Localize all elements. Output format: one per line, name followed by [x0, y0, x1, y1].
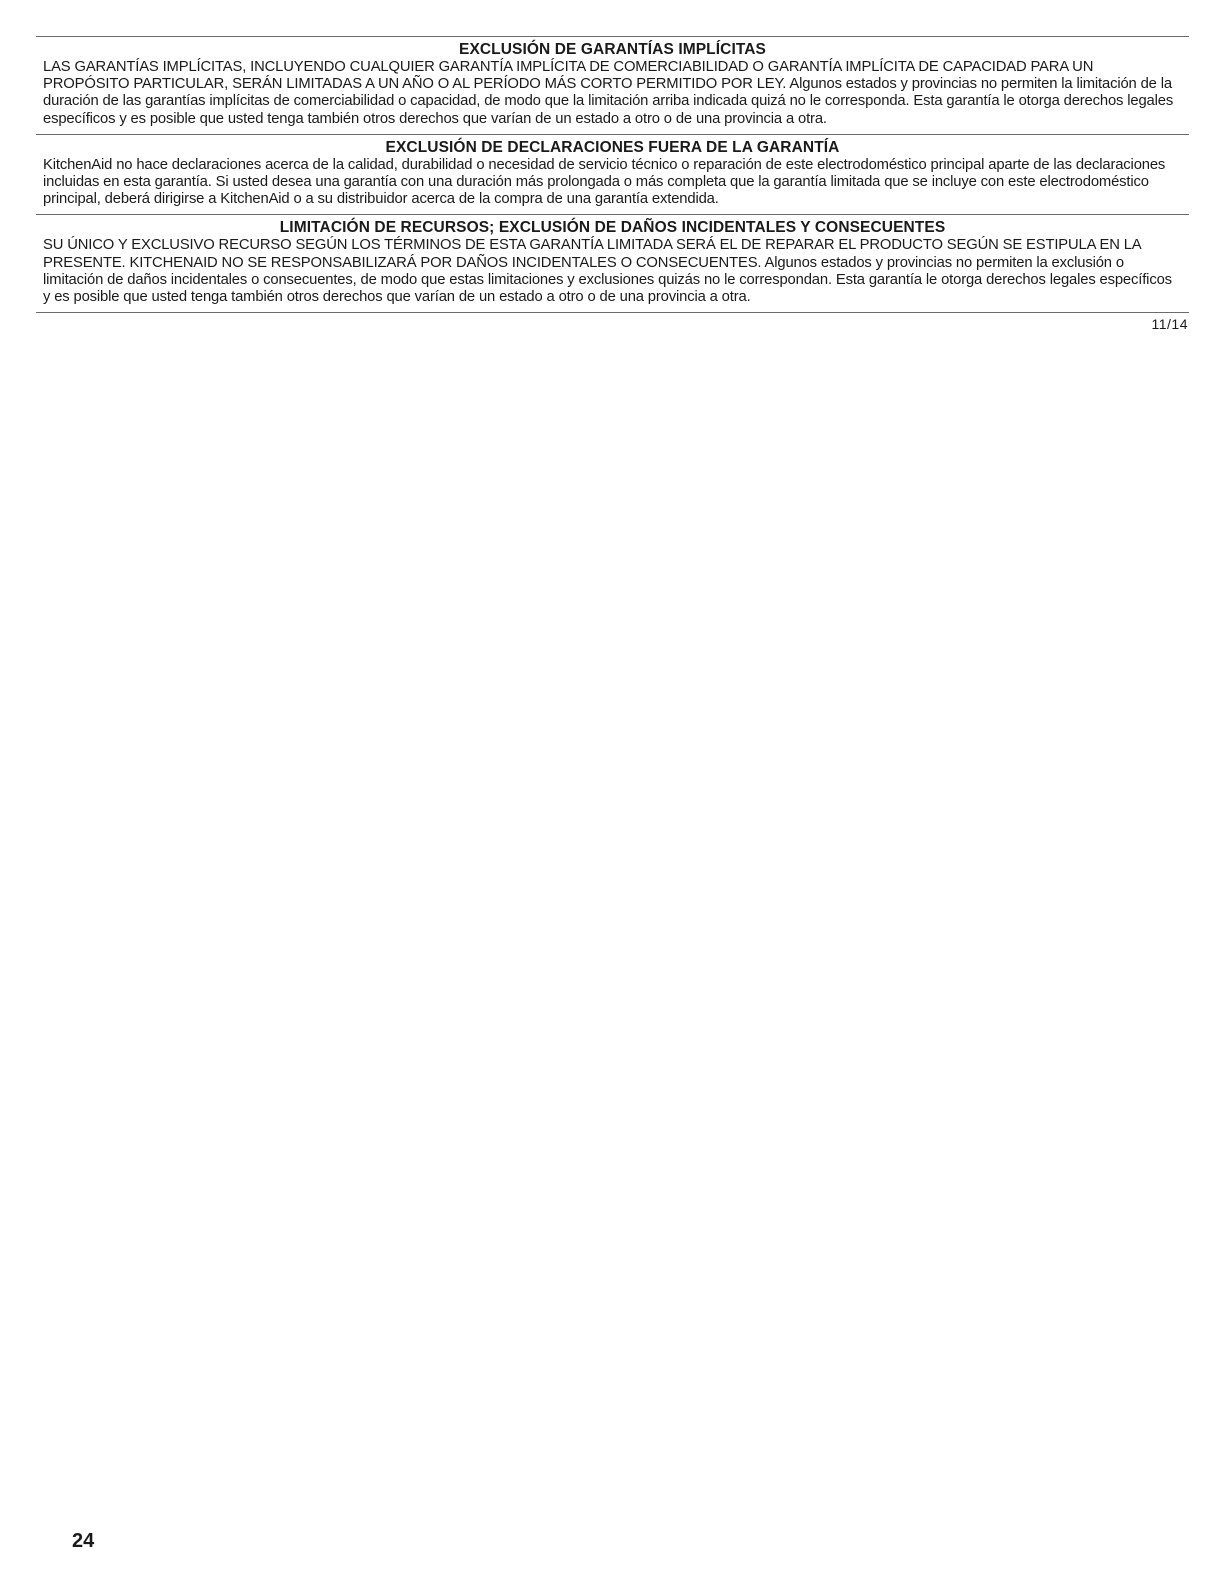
section-body: SU ÚNICO Y EXCLUSIVO RECURSO SEGÚN LOS TÉRMINOS DE ESTA GARANTÍA LIMITADA SERÁ EL DE REPARAR EL PRODUCTO SEGÚN SE ESTIPULA EN LA PRESENTE. KITCHENAID NO SE RESPONSABILIZARÁ POR DAÑOS INCIDENTALES O CONSECUENTES. Algunos estados y provincias no permiten la exclusión o limitación de daños incidentales o consecuentes, de modo que estas limitaciones y exclusiones quizás no le correspondan. Esta garantía le otorga derechos legales específicos y es posible que usted tenga también otros derechos que varían de un estado a otro o de una provincia a otra. — [43, 237, 1172, 306]
section-title: LIMITACIÓN DE RECURSOS; EXCLUSIÓN DE DAÑOS INCIDENTALES Y CONSECUENTES — [279, 219, 946, 237]
section-body: KitchenAid no hace declaraciones acerca de la calidad, durabilidad o necesidad de servicio técnico o reparación de este electrodoméstico principal aparte de las declaraciones incluidas en esta garantía. Si usted desea una garantía con una duración más prolongada o más completa que la garantía limitada que se incluye con este electrodoméstico principal, deberá dirigirse a KitchenAid o a su distribuidor acerca de la compra de una garantía extendida. — [43, 156, 1166, 208]
section-representations — [36, 135, 1189, 215]
page-number: 24 — [72, 1530, 95, 1552]
warranty-page — [36, 36, 1189, 332]
section-limitation-of-remedies — [36, 215, 1189, 312]
revision-date: 11/14 — [1151, 316, 1188, 333]
section-title: EXCLUSIÓN DE GARANTÍAS IMPLÍCITAS — [459, 41, 766, 58]
section-body: LAS GARANTÍAS IMPLÍCITAS, INCLUYENDO CUALQUIER GARANTÍA IMPLÍCITA DE COMERCIABILIDAD O GARANTÍA IMPLÍCITA DE CAPACIDAD PARA UN PROPÓSITO PARTICULAR, SERÁN LIMITADAS A UN AÑO O AL PERÍODO MÁS CORTO PERMITIDO POR LEY. Algunos estados y provincias no permiten la limitación de la duración de las garantías implícitas de comerciabilidad o capacidad, de modo que la limitación arriba indicada quizá no le corresponda. Esta garantía le otorga derechos legales específicos y es posible que usted tenga también otros derechos que varían de un estado a otro o de una provincia a otra. — [43, 59, 1174, 127]
section-implied-warranties — [36, 37, 1189, 134]
section-title: EXCLUSIÓN DE DECLARACIONES FUERA DE LA GARANTÍA — [385, 138, 840, 156]
